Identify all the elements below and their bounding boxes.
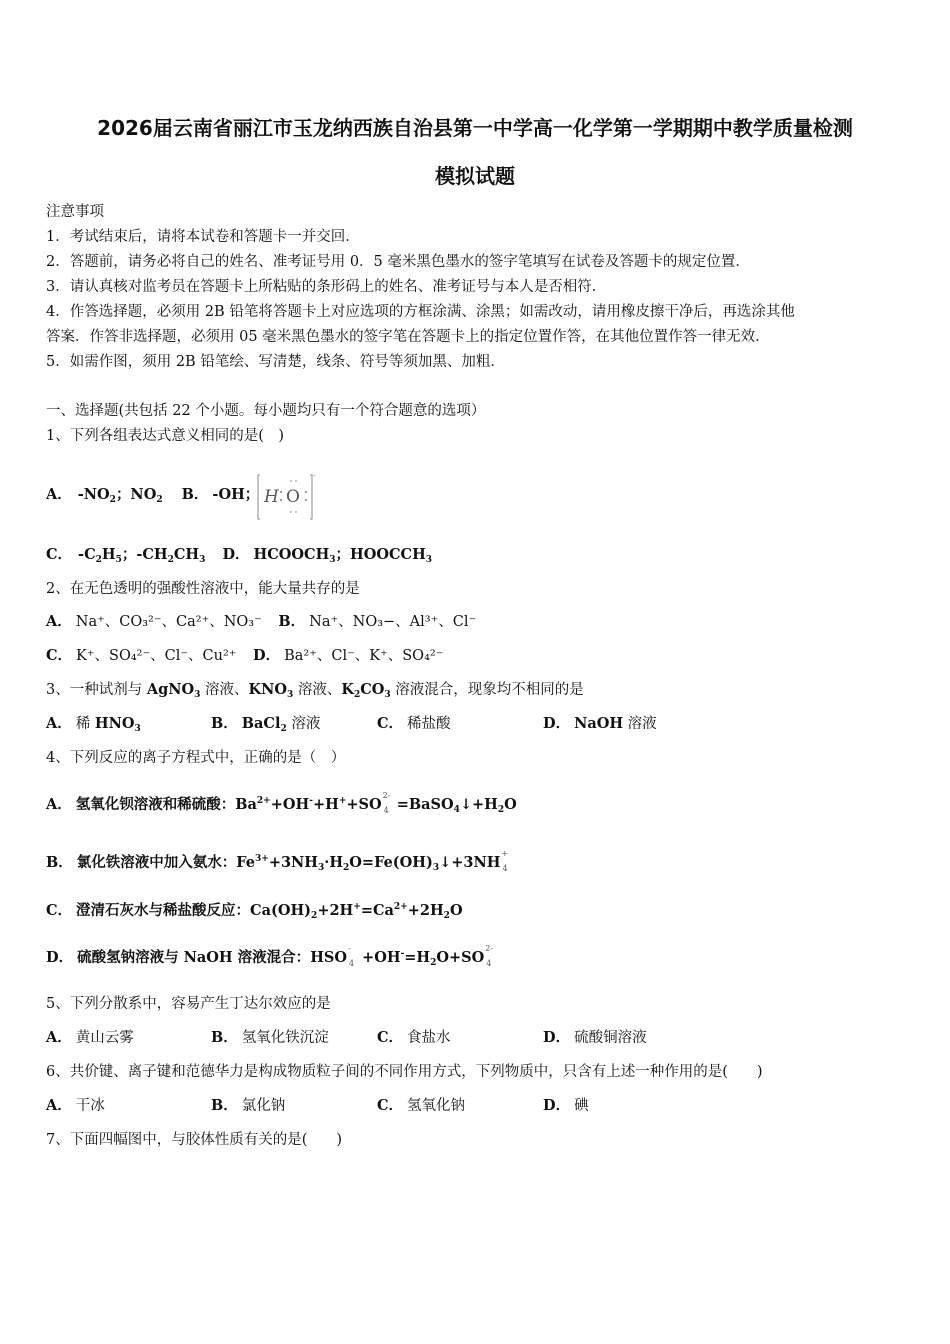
notice-item-4-cont: 答案．作答非选择题，必须用 05 毫米黑色墨水的签字笔在答题卡上的指定位置作答，在其他位置作答一律无效． xyxy=(46,329,770,345)
notice-item-4: 4．作答选择题，必须用 2B 铅笔将答题卡上对应选项的方框涂满、涂黑；如需改动，请用橡皮擦干净后，再选涂其他 xyxy=(46,304,795,320)
lewis-o: O xyxy=(286,487,300,507)
q1-c-label: C． xyxy=(46,546,73,563)
page-title-line1: 2026届云南省丽江市玉龙纳西族自治县第一中学高一化学第一学期期中教学质量检测 xyxy=(97,116,853,140)
q5-option-d: D． 硫酸铜溶液 xyxy=(543,1029,647,1046)
q2-option-a: Na⁺、CO₃²⁻、Ca²⁺、NO₃⁻ xyxy=(75,614,262,630)
q2-options-ab: A． Na⁺、CO₃²⁻、Ca²⁺、NO₃⁻ B． Na⁺、NO₃−、Al³⁺、Cl⁻ xyxy=(46,613,477,630)
notice-item-5: 5．如需作图，须用 2B 铅笔绘、写清楚，线条、符号等须加黑、加粗． xyxy=(46,354,505,370)
notice-item-3: 3．请认真核对监考员在答题卡上所粘贴的条形码上的姓名、准考证号与本人是否相符． xyxy=(46,279,607,295)
page-title-line2: 模拟试题 xyxy=(435,164,515,188)
q3-option-a: A． 稀 $HNO_3$ xyxy=(46,715,141,734)
q1-options-ab: A． $-NO_2$；$NO_2$ B． -OH； xyxy=(46,486,260,505)
q4-option-a: A． 氢氧化钡溶液和稀硫酸：$Ba^{2+}+OH^-+H^++SO$ 2- 4 $=BaSO_4↓+H_2O$ xyxy=(46,791,517,815)
q5-option-a: A． 黄山云雾 xyxy=(46,1029,134,1046)
q4-option-c: C． 澄清石灰水与稀盐酸反应：$Ca(OH)_2+2H^+=Ca^{2+}+2H_2O$ xyxy=(46,902,463,921)
notice-item-2: 2．答题前，请务必将自己的姓名、准考证号用 0．5 毫米黑色墨水的签字笔填写在试卷及答题卡的规定位置． xyxy=(46,254,750,270)
q5-option-b: B． 氢氧化铁沉淀 xyxy=(211,1029,329,1046)
q2-option-d: Ba²⁺、Cl⁻、K⁺、SO₄²⁻ xyxy=(284,648,444,664)
notice-item-1: 1．考试结束后，请将本试卷和答题卡一并交回． xyxy=(46,229,360,245)
q5-option-c: C． 食盐水 xyxy=(377,1029,451,1046)
notice-heading: 注意事项 xyxy=(46,204,104,220)
question-7-stem: 7、下面四幅图中，与胶体性质有关的是( ) xyxy=(46,1132,343,1148)
q6-option-b: B． 氯化钠 xyxy=(211,1097,286,1114)
q3-option-c: C． 稀盐酸 xyxy=(377,715,451,732)
q4-option-d: D． 硫酸氢钠溶液与 NaOH 溶液混合：HSO - 4 $+OH^-=H_2O+SO$ 2- 4 xyxy=(46,944,494,968)
question-4-stem: 4、下列反应的离子方程式中，正确的是（ ） xyxy=(46,750,346,766)
q1-b-label: B． xyxy=(181,486,209,503)
q2-options-cd: C． K⁺、SO₄²⁻、Cl⁻、Cu²⁺ D． Ba²⁺、Cl⁻、K⁺、SO₄²⁻ xyxy=(46,647,444,664)
question-3-stem: 3、一种试剂与 AgNO$_3$ 溶液、$KNO_3$ 溶液、$K_2CO_3$ 溶液混合，现象均不相同的是 xyxy=(46,681,584,700)
q1-options-cd: C． $-C_2H_5$；$-CH_2CH_3$ D． $HCOOCH_3$；$HOOCCH_3$ xyxy=(46,546,433,565)
question-2-stem: 2、在无色透明的强酸性溶液中，能大量共存的是 xyxy=(46,581,360,597)
q3-option-d: D． NaOH 溶液 xyxy=(543,715,657,732)
q1-a-label: A． xyxy=(46,486,72,503)
question-5-stem: 5、下列分散系中，容易产生丁达尔效应的是 xyxy=(46,996,331,1012)
question-1-stem: 1、下列各组表达式意义相同的是( ) xyxy=(46,428,285,444)
svg-text:-: - xyxy=(313,473,316,480)
lewis-h: H xyxy=(264,487,279,507)
q3-option-b: B． BaCl$_2$ 溶液 xyxy=(211,715,321,734)
q2-option-c: K⁺、SO₄²⁻、Cl⁻、Cu²⁺ xyxy=(76,648,237,664)
hydroxide-lewis-structure xyxy=(256,473,316,521)
q1-d-label: D． xyxy=(222,546,250,563)
section-heading: 一、选择题(共包括 22 个小题。每小题均只有一个符合题意的选项） xyxy=(46,403,486,419)
q6-option-a: A． 干冰 xyxy=(46,1097,105,1114)
q6-option-c: C． 氢氧化钠 xyxy=(377,1097,466,1114)
question-6-stem: 6、共价键、离子键和范德华力是构成物质粒子间的不同作用方式，下列物质中，只含有上述一种作用的是( ) xyxy=(46,1064,763,1080)
q2-option-b: Na⁺、NO₃−、Al³⁺、Cl⁻ xyxy=(309,614,477,630)
q4-option-b: B． 氯化铁溶液中加入氨水：$Fe^{3+}+3NH_3\cdot H_2O=Fe(OH)_3↓+3NH$ + 4 xyxy=(46,849,509,873)
q6-option-d: D． 碘 xyxy=(543,1097,589,1114)
